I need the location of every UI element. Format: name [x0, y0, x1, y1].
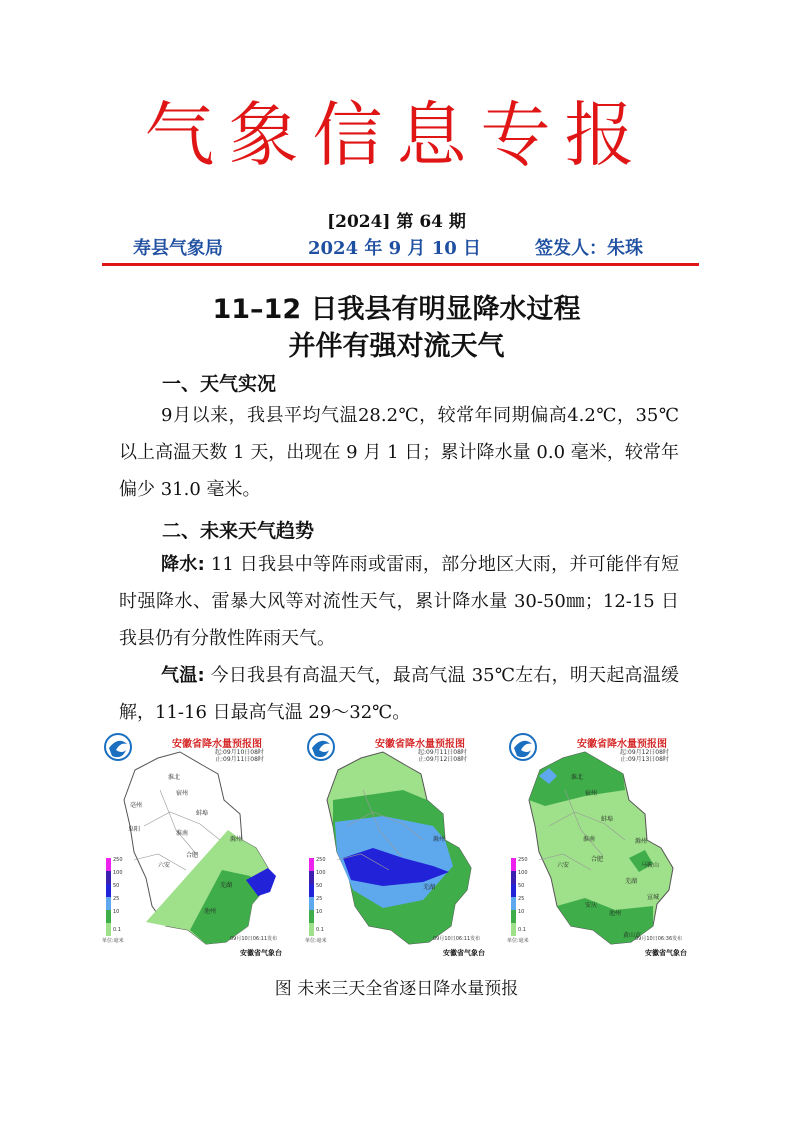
city-label: 合肥	[186, 852, 199, 859]
precip-label: 降水:	[161, 554, 205, 575]
map-title: 安徽省降水量预报图	[577, 739, 667, 750]
city-label: 宿州	[585, 790, 598, 797]
rain-legend: 250 100 50 25 10 0.1	[309, 858, 325, 936]
city-label: 六安	[557, 862, 570, 869]
issuing-org: 寿县气象局	[133, 238, 223, 259]
info-row	[0, 234, 793, 260]
map-issued: 09月10日06:36发布	[635, 936, 683, 942]
headline-line1: 11–12 日我县有明显降水过程	[212, 294, 581, 325]
rain-legend: 250 100 50 25 10 0.1	[511, 858, 527, 936]
headline-line2: 并伴有强对流天气	[288, 331, 505, 362]
forecast-maps	[100, 730, 700, 960]
map-validity: 起:09月12日08时 止:09月13日08时	[620, 749, 669, 763]
city-label: 宿州	[176, 790, 189, 797]
city-label: 六安	[158, 862, 171, 869]
map-station: 安徽省气象台	[443, 949, 485, 957]
city-label: 淮南	[176, 830, 189, 837]
city-label: 合肥	[591, 856, 604, 863]
map-station: 安徽省气象台	[645, 949, 687, 957]
city-label: 蚌埠	[601, 816, 614, 823]
figure-caption: 图 未来三天全省逐日降水量预报	[274, 979, 519, 999]
city-label: 滁州	[635, 838, 648, 845]
map-station: 安徽省气象台	[240, 949, 282, 957]
map-day3-graphic	[505, 730, 701, 960]
precip-paragraph	[119, 546, 679, 657]
map-unit: 单位:毫米	[102, 938, 124, 944]
map-validity: 起:09月10日08时 止:09月11日08时	[215, 749, 264, 763]
temp-text: 今日我县有高温天气，最高气温 35℃左右，明天起高温缓解，11-16 日最高气温 29～32℃。	[119, 665, 679, 723]
forecast-map-day1	[100, 730, 296, 960]
issue-date: 2024 年 9 月 10 日	[308, 238, 482, 259]
city-label: 淮北	[571, 774, 584, 781]
city-label: 芜湖	[423, 884, 436, 891]
issue-number: [2024] 第 64 期	[327, 212, 466, 232]
map-day1-graphic	[100, 730, 296, 960]
city-label: 阜阳	[128, 826, 141, 833]
forecast-map-day3	[505, 730, 701, 960]
city-label: 芜湖	[625, 878, 638, 885]
map-title: 安徽省降水量预报图	[375, 739, 465, 750]
map-unit: 单位:毫米	[305, 938, 327, 944]
city-label: 宣城	[647, 894, 660, 901]
city-label: 池州	[609, 910, 622, 917]
forecast-map-day2	[303, 730, 499, 960]
city-label: 淮南	[583, 836, 596, 843]
map-title: 安徽省降水量预报图	[172, 739, 262, 750]
city-label: 池州	[204, 908, 217, 915]
city-label: 亳州	[130, 802, 143, 809]
section2-heading: 二、未来天气趋势	[162, 520, 315, 542]
rain-legend: 250 100 50 25 10 0.1	[106, 858, 122, 936]
section1-text: 9月以来，我县平均气温28.2℃，较常年同期偏高4.2℃，35℃以上高温天数 1 天，出现在 9 月 1 日；累计降水量 0.0 毫米，较常年偏少 31.0 毫米。	[119, 405, 679, 500]
city-label: 黄山市	[623, 932, 642, 939]
map-unit: 单位:毫米	[507, 938, 529, 944]
city-label: 安庆	[585, 902, 598, 909]
map-issued: 09月10日06:11发布	[230, 936, 278, 942]
masthead-title: 气象信息专报	[144, 94, 649, 176]
city-label: 马鞍山	[641, 862, 660, 869]
temp-label: 气温:	[161, 665, 205, 686]
city-label: 蚌埠	[196, 810, 209, 817]
precip-text: 11 日我县中等阵雨或雷雨，部分地区大雨，并可能伴有短时强降水、雷暴大风等对流性天气，累计降水量 30-50㎜；12-15 日我县仍有分散性阵雨天气。	[119, 554, 679, 649]
section1-heading: 一、天气实况	[162, 373, 277, 395]
header-divider	[102, 263, 699, 266]
city-label: 滁州	[230, 836, 243, 843]
temp-paragraph	[119, 657, 679, 731]
issuer: 签发人：朱珠	[535, 238, 643, 259]
map-validity: 起:09月11日08时 止:09月12日08时	[418, 749, 467, 763]
map-day2-graphic	[303, 730, 499, 960]
city-label: 芜湖	[220, 882, 233, 889]
city-label: 淮北	[168, 774, 181, 781]
city-label: 滁州	[433, 836, 446, 843]
map-issued: 09月10日06:11发布	[433, 936, 481, 942]
